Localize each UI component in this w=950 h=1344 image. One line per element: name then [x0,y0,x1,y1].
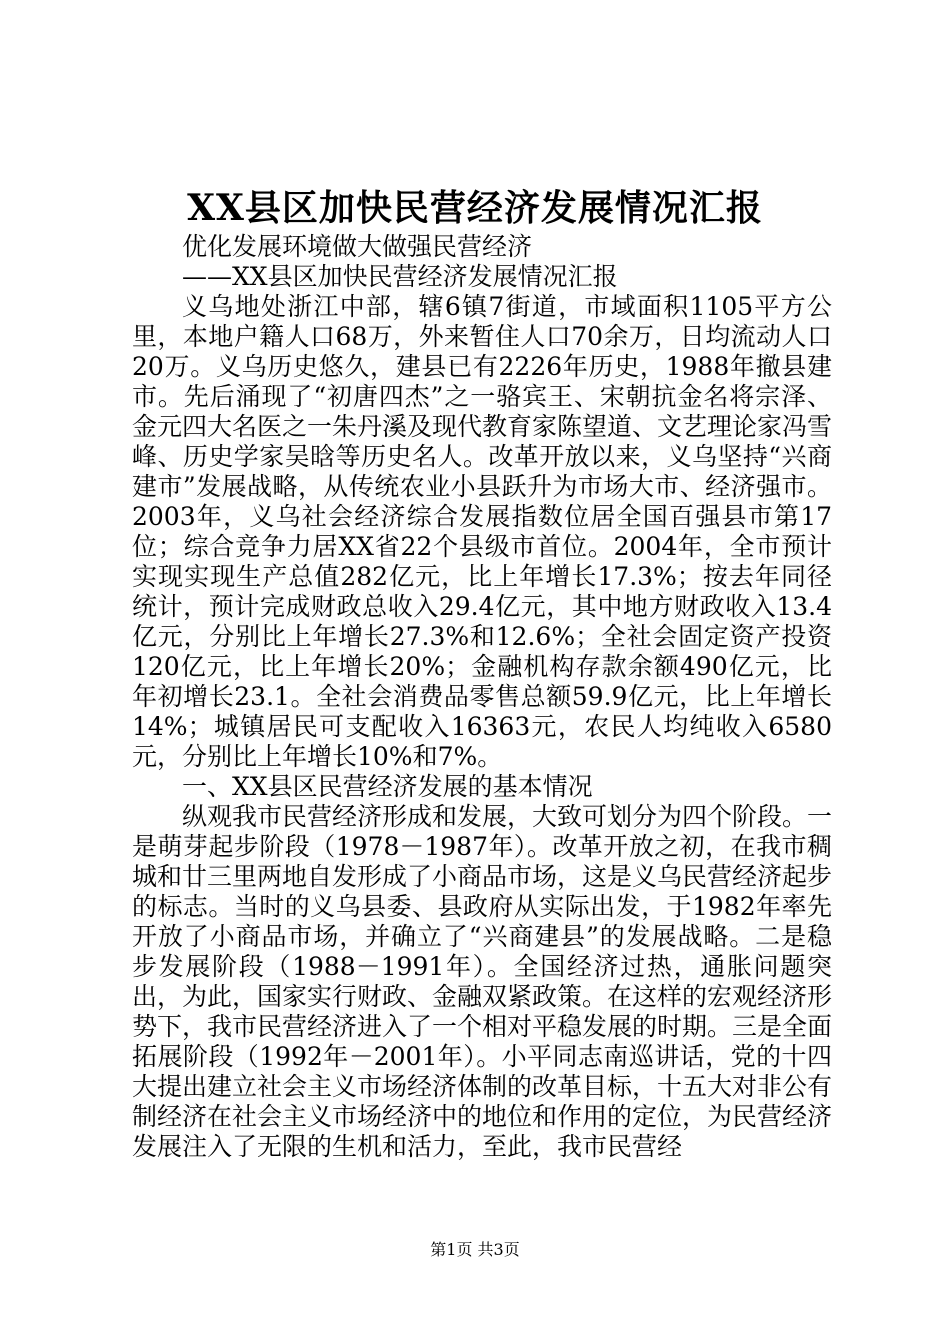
document-subtitle: 优化发展环境做大做强民营经济 [182,232,533,261]
body-paragraph: 纵观我市民营经济形成和发展，大致可划分为四个阶段。一是萌芽起步阶段（1978－1987年）。改革开放之初，在我市稠城和廿三里两地自发形成了小商品市场，这是义乌民营经济起步的标志。当时的义乌县委、县政府从实际出发，于1982年率先开放了小商品市场，并确立了“兴商建县”的发展战略。二是稳步发展阶段（1988－1991年）。全国经济过热，通胀问题突出，为此，国家实行财政、金融双紧政策。在这样的宏观经济形势下，我市民营经济进入了一个相对平稳发展的时期。三是全面拓展阶段（1992年－2001年）。小平同志南巡讲话，党的十四大提出建立社会主义市场经济体制的改革目标，十五大对非公有制经济在社会主义市场经济中的地位和作用的定位，为民营经济发展注入了无限的生机和活力，至此，我市民营经 [132,802,833,1161]
page-footer: 第1页 共3页 [430,1240,520,1259]
document-title: XX县区加快民营经济发展情况汇报 [187,187,763,229]
document-body [132,232,832,1162]
body-paragraph: 义乌地处浙江中部，辖6镇7街道，市域面积1105平方公里，本地户籍人口68万，外来暂住人口70余万，日均流动人口20万。义乌历史悠久，建县已有2226年历史，1988年撤县建市。先后涌现了“初唐四杰”之一骆宾王、宋朝抗金名将宗泽、金元四大名医之一朱丹溪及现代教育家陈望道、文艺理论家冯雪峰、历史学家吴晗等历史名人。改革开放以来，义乌坚持“兴商建市”发展战略，从传统农业小县跃升为市场大市、经济强市。2003年，义乌社会经济综合发展指数位居全国百强县市第17位；综合竞争力居XX省22个县级市首位。2004年，全市预计实现实现生产总值282亿元，比上年增长17.3%；按去年同径统计，预计完成财政总收入29.4亿元，其中地方财政收入13.4亿元，分别比上年增长27.3%和12.6%；全社会固定资产投资120亿元，比上年增长20%；金融机构存款余额490亿元，比年初增长23.1。全社会消费品零售总额59.9亿元，比上年增长14%；城镇居民可支配收入16363元，农民人均纯收入6580元，分别比上年增长10%和7%。 [132,292,833,771]
section-heading: 一、XX县区民营经济发展的基本情况 [182,772,593,801]
document-subtitle-secondary: ——XX县区加快民营经济发展情况汇报 [182,262,618,291]
